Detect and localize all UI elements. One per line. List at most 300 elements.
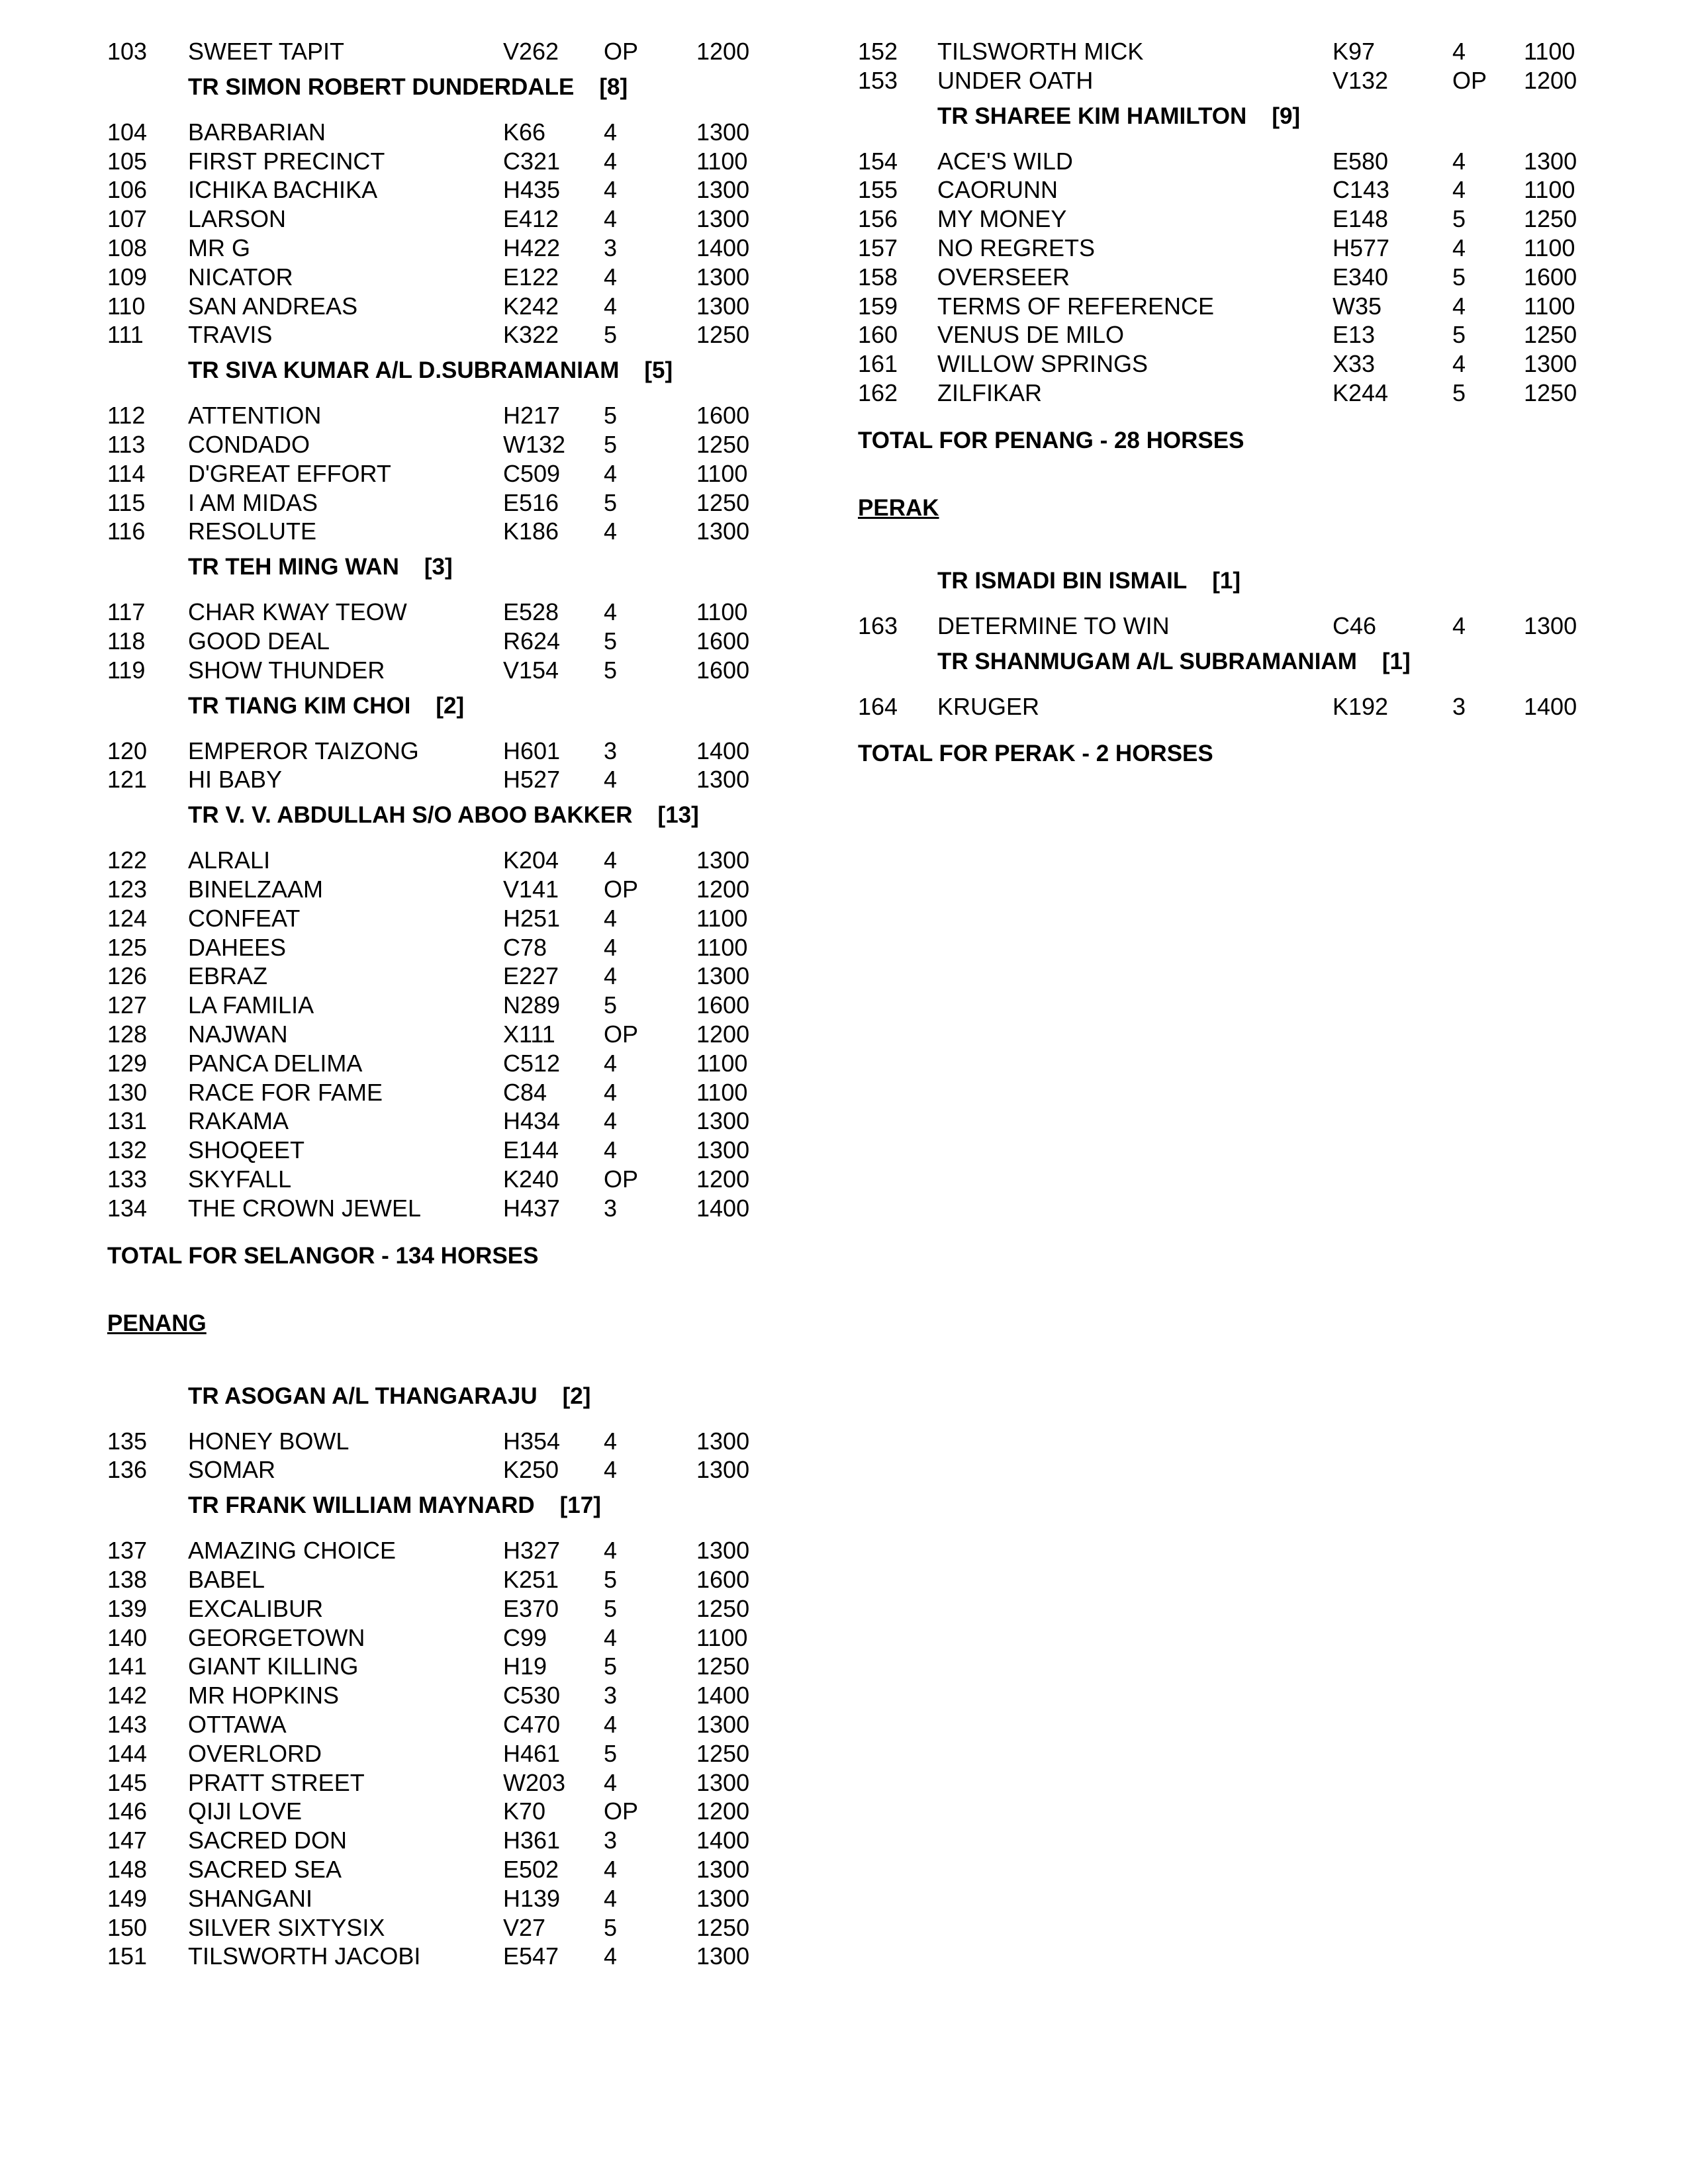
horse-age: 4: [1452, 350, 1466, 378]
entry-number: 152: [858, 38, 898, 65]
entry-row: [0, 1913, 1688, 1942]
horse-age: 4: [604, 1078, 618, 1106]
entry-number: 105: [107, 147, 148, 175]
horse-rating: 1600: [696, 991, 750, 1019]
brand-code: K250: [503, 1456, 559, 1484]
trainer-horse-count: [17]: [559, 1492, 601, 1519]
entry-number: 148: [107, 1856, 148, 1883]
entry-number: 142: [107, 1682, 148, 1709]
trainer-name: TR SHAREE KIM HAMILTON: [937, 103, 1247, 129]
brand-code: E122: [503, 263, 559, 291]
horse-age: 4: [604, 292, 618, 320]
horse-name: SKYFALL: [188, 1165, 292, 1193]
trainer-name: TR SIVA KUMAR A/L D.SUBRAMANIAM: [188, 357, 620, 384]
region-total: TOTAL FOR PERAK - 2 HORSES: [858, 741, 1213, 767]
brand-code: H527: [503, 766, 561, 794]
horse-rating: 1300: [1524, 612, 1577, 639]
brand-code: N289: [503, 991, 561, 1019]
horse-name: AMAZING CHOICE: [188, 1537, 397, 1565]
entry-number: 160: [858, 321, 898, 349]
entry-number: 151: [107, 1942, 148, 1970]
entry-row: [0, 175, 1688, 205]
horse-age: 4: [1452, 612, 1466, 639]
brand-code: W132: [503, 431, 566, 458]
entry-number: 157: [858, 234, 898, 261]
horse-age: 5: [1452, 379, 1466, 406]
horse-name: OVERLORD: [188, 1739, 322, 1767]
horse-age: 3: [604, 1827, 618, 1854]
brand-code: K322: [503, 321, 559, 349]
horse-rating: 1300: [696, 1856, 750, 1883]
horse-name: SOMAR: [188, 1456, 276, 1484]
trainer-name: TR TIANG KIM CHOI: [188, 692, 411, 719]
horse-name: EBRAZ: [188, 962, 268, 990]
horse-name: TILSWORTH MICK: [937, 38, 1144, 65]
brand-code: E547: [503, 1942, 559, 1970]
entry-row: [0, 1194, 1688, 1223]
horse-age: 4: [604, 147, 618, 175]
horse-name: GEORGETOWN: [188, 1623, 365, 1651]
horse-rating: 1200: [1524, 66, 1577, 94]
horse-name: SACRED DON: [188, 1827, 348, 1854]
entry-number: 136: [107, 1456, 148, 1484]
horse-age: 5: [604, 1739, 618, 1767]
brand-code: V262: [503, 38, 559, 65]
brand-code: H217: [503, 402, 561, 430]
entry-number: 132: [107, 1136, 148, 1164]
horse-name: D'GREAT EFFORT: [188, 459, 391, 487]
horse-rating: 1100: [696, 459, 748, 487]
horse-rating: 1300: [696, 766, 750, 794]
horse-name: EMPEROR TAIZONG: [188, 737, 419, 764]
horse-rating: 1600: [696, 402, 750, 430]
horse-age: 4: [604, 598, 618, 626]
brand-code: K70: [503, 1797, 546, 1825]
horse-rating: 1600: [696, 1566, 750, 1593]
entry-row: [0, 1623, 1688, 1653]
entry-row: [0, 933, 1688, 962]
horse-age: 5: [1452, 205, 1466, 233]
horse-name: OTTAWA: [188, 1711, 287, 1738]
brand-code: K251: [503, 1566, 559, 1593]
horse-age: 4: [604, 962, 618, 990]
horse-name: LA FAMILIA: [188, 991, 314, 1019]
entry-row: [0, 1594, 1688, 1623]
brand-code: C530: [503, 1682, 561, 1709]
entry-number: 120: [107, 737, 148, 764]
entry-row: [0, 875, 1688, 904]
horse-rating: 1250: [696, 1653, 750, 1680]
horse-age: 3: [604, 234, 618, 261]
horse-rating: 1250: [696, 488, 750, 516]
brand-code: K244: [1333, 379, 1389, 406]
trainer-horse-count: [13]: [657, 802, 699, 829]
entry-number: 123: [107, 876, 148, 903]
brand-code: H461: [503, 1739, 561, 1767]
entry-row: [0, 1107, 1688, 1136]
entry-row: [0, 1020, 1688, 1049]
region-heading: PENANG: [107, 1310, 207, 1336]
brand-code: E580: [1333, 147, 1389, 175]
brand-code: C78: [503, 933, 547, 961]
entry-number: 134: [107, 1194, 148, 1222]
horse-name: CAORUNN: [937, 176, 1058, 204]
brand-code: H354: [503, 1427, 561, 1455]
horse-name: EXCALIBUR: [188, 1594, 324, 1622]
brand-code: H139: [503, 1884, 561, 1912]
entry-number: 112: [107, 402, 146, 430]
horse-age: 4: [1452, 38, 1466, 65]
brand-code: E148: [1333, 205, 1389, 233]
horse-rating: 1300: [1524, 350, 1577, 378]
horse-name: SHOW THUNDER: [188, 656, 385, 684]
entry-number: 122: [107, 846, 148, 874]
entry-number: 141: [107, 1653, 148, 1680]
entry-number: 163: [858, 612, 898, 639]
horse-name: QIJI LOVE: [188, 1797, 303, 1825]
horse-name: ICHIKA BACHIKA: [188, 176, 378, 204]
horse-age: 5: [604, 1653, 618, 1680]
entry-row: [0, 292, 1688, 321]
horse-rating: 1300: [696, 1537, 750, 1565]
entry-number: 129: [107, 1049, 148, 1077]
brand-code: H251: [503, 904, 561, 932]
horse-rating: 1100: [1524, 38, 1575, 65]
entry-row: [0, 459, 1688, 488]
horse-rating: 1300: [696, 176, 750, 204]
horse-rating: 1250: [1524, 205, 1577, 233]
brand-code: V132: [1333, 66, 1389, 94]
entry-number: 117: [107, 598, 146, 626]
horse-age: OP: [604, 1797, 639, 1825]
entry-row: [0, 66, 1688, 95]
horse-age: OP: [604, 38, 639, 65]
horse-name: GOOD DEAL: [188, 627, 330, 655]
horse-age: 4: [604, 518, 618, 545]
horse-name: BABEL: [188, 1566, 265, 1593]
brand-code: H577: [1333, 234, 1390, 261]
horse-rating: 1300: [1524, 147, 1577, 175]
entry-number: 155: [858, 176, 898, 204]
entry-number: 145: [107, 1768, 148, 1796]
horse-age: OP: [604, 1021, 639, 1048]
entry-row: [0, 692, 1688, 721]
brand-code: K192: [1333, 692, 1389, 720]
horse-rating: 1300: [696, 263, 750, 291]
horse-rating: 1300: [696, 1427, 750, 1455]
trainer-heading: [188, 1491, 601, 1520]
horse-rating: 1200: [696, 876, 750, 903]
entry-row: [0, 612, 1688, 641]
brand-code: V154: [503, 656, 559, 684]
entry-row: [0, 656, 1688, 685]
horse-name: HONEY BOWL: [188, 1427, 350, 1455]
entry-row: [0, 488, 1688, 518]
entry-row: [0, 991, 1688, 1020]
brand-code: H19: [503, 1653, 547, 1680]
brand-code: R624: [503, 627, 561, 655]
entry-number: 107: [107, 205, 148, 233]
horse-age: 4: [604, 1856, 618, 1883]
entry-number: 137: [107, 1537, 148, 1565]
horse-age: 4: [1452, 176, 1466, 204]
entry-number: 126: [107, 962, 148, 990]
horse-age: 4: [604, 1049, 618, 1077]
brand-code: E516: [503, 488, 559, 516]
trainer-heading: [937, 647, 1411, 676]
horse-rating: 1250: [696, 1594, 750, 1622]
brand-code: E502: [503, 1856, 559, 1883]
trainer-name: TR ASOGAN A/L THANGARAJU: [188, 1383, 538, 1409]
entry-row: [0, 234, 1688, 263]
horse-name: RACE FOR FAME: [188, 1078, 383, 1106]
brand-code: H601: [503, 737, 561, 764]
horse-age: 4: [604, 1884, 618, 1912]
entry-row: [0, 1797, 1688, 1826]
horse-name: NAJWAN: [188, 1021, 288, 1048]
horse-rating: 1100: [1524, 176, 1575, 204]
horse-age: 5: [604, 991, 618, 1019]
brand-code: W203: [503, 1768, 566, 1796]
entry-row: [0, 1826, 1688, 1855]
horse-rating: 1300: [696, 1711, 750, 1738]
horse-age: 5: [604, 1594, 618, 1622]
horse-age: OP: [1452, 66, 1487, 94]
trainer-heading: [188, 801, 699, 830]
horse-age: 4: [604, 933, 618, 961]
entry-number: 143: [107, 1711, 148, 1738]
entry-row: [0, 37, 1688, 66]
trainer-horse-count: [1]: [1382, 648, 1411, 674]
entry-row: [0, 379, 1688, 408]
horse-name: I AM MIDAS: [188, 488, 318, 516]
horse-age: 5: [604, 627, 618, 655]
brand-code: W35: [1333, 292, 1382, 320]
entry-row: [0, 349, 1688, 379]
horse-age: 4: [604, 1942, 618, 1970]
horse-age: 4: [604, 1456, 618, 1484]
horse-rating: 1300: [696, 1456, 750, 1484]
entry-row: [0, 1855, 1688, 1884]
horse-age: 4: [604, 1768, 618, 1796]
entry-row: [0, 1884, 1688, 1913]
horse-rating: 1100: [696, 904, 748, 932]
brand-code: C509: [503, 459, 561, 487]
entry-row: [0, 1652, 1688, 1681]
horse-rating: 1400: [696, 1194, 750, 1222]
horse-rating: 1400: [696, 1827, 750, 1854]
horse-rating: 1100: [1524, 292, 1575, 320]
entry-number: 146: [107, 1797, 148, 1825]
horse-name: ACE'S WILD: [937, 147, 1073, 175]
brand-code: E13: [1333, 321, 1376, 349]
horse-age: 4: [604, 176, 618, 204]
entry-row: [0, 1455, 1688, 1484]
entry-number: 164: [858, 692, 898, 720]
entry-number: 150: [107, 1913, 148, 1941]
trainer-heading: [188, 553, 453, 582]
horse-name: NO REGRETS: [937, 234, 1096, 261]
entry-number: 149: [107, 1884, 148, 1912]
brand-code: E227: [503, 962, 559, 990]
trainer-name: TR ISMADI BIN ISMAIL: [937, 567, 1188, 594]
horse-rating: 1200: [696, 1165, 750, 1193]
horse-age: 4: [604, 459, 618, 487]
horse-name: RESOLUTE: [188, 518, 317, 545]
horse-name: DETERMINE TO WIN: [937, 612, 1170, 639]
brand-code: V27: [503, 1913, 546, 1941]
entry-row: [0, 517, 1688, 546]
horse-age: 5: [604, 321, 618, 349]
trainer-horse-count: [9]: [1272, 103, 1301, 129]
horse-name: SHANGANI: [188, 1884, 313, 1912]
horse-age: 5: [1452, 321, 1466, 349]
horse-rating: 1600: [1524, 263, 1577, 291]
horse-rating: 1100: [696, 147, 748, 175]
horse-rating: 1400: [1524, 692, 1577, 720]
horse-rating: 1300: [696, 205, 750, 233]
horse-rating: 1300: [696, 1942, 750, 1970]
entry-row: [0, 430, 1688, 459]
trainer-horse-count: [1]: [1212, 567, 1241, 594]
entry-number: 119: [107, 656, 146, 684]
entry-row: [0, 737, 1688, 766]
entry-row: [0, 147, 1688, 176]
brand-code: E340: [1333, 263, 1389, 291]
horse-rating: 1200: [696, 1797, 750, 1825]
horse-age: 3: [604, 1682, 618, 1709]
horse-age: 4: [604, 1136, 618, 1164]
horse-name: MR HOPKINS: [188, 1682, 340, 1709]
entry-number: 138: [107, 1566, 148, 1593]
brand-code: K97: [1333, 38, 1376, 65]
horse-name: SHOQEET: [188, 1136, 305, 1164]
entry-row: [0, 962, 1688, 991]
horse-rating: 1250: [696, 321, 750, 349]
horse-age: OP: [604, 876, 639, 903]
brand-code: E370: [503, 1594, 559, 1622]
horse-name: SACRED SEA: [188, 1856, 342, 1883]
entry-number: 116: [107, 518, 146, 545]
entry-row: [0, 263, 1688, 292]
horse-name: SILVER SIXTYSIX: [188, 1913, 385, 1941]
horse-name: TILSWORTH JACOBI: [188, 1942, 421, 1970]
brand-code: K204: [503, 846, 559, 874]
entry-number: 139: [107, 1594, 148, 1622]
horse-name: HI BABY: [188, 766, 283, 794]
horse-age: 4: [604, 904, 618, 932]
entry-row: [0, 1078, 1688, 1107]
horse-age: OP: [604, 1165, 639, 1193]
horse-rating: 1250: [696, 431, 750, 458]
brand-code: K66: [503, 118, 546, 146]
horse-name: SAN ANDREAS: [188, 292, 358, 320]
brand-code: X111: [503, 1021, 555, 1048]
entry-number: 106: [107, 176, 148, 204]
horse-name: ATTENTION: [188, 402, 322, 430]
horse-name: LARSON: [188, 205, 287, 233]
entry-number: 124: [107, 904, 148, 932]
horse-age: 4: [604, 846, 618, 874]
horse-rating: 1100: [696, 598, 748, 626]
horse-name: OVERSEER: [937, 263, 1070, 291]
brand-code: K186: [503, 518, 559, 545]
horse-name: WILLOW SPRINGS: [937, 350, 1149, 378]
entry-number: 104: [107, 118, 148, 146]
entry-row: [0, 904, 1688, 933]
horse-rating: 1250: [1524, 379, 1577, 406]
trainer-name: TR SIMON ROBERT DUNDERDALE: [188, 73, 575, 100]
brand-code: K242: [503, 292, 559, 320]
entry-row: [0, 1049, 1688, 1078]
entry-number: 110: [107, 292, 146, 320]
horse-rating: 1300: [696, 1768, 750, 1796]
horse-age: 4: [604, 1427, 618, 1455]
horse-age: 5: [604, 431, 618, 458]
horse-age: 3: [604, 737, 618, 764]
entry-number: 140: [107, 1623, 148, 1651]
horse-rating: 1100: [1524, 234, 1575, 261]
entry-number: 118: [107, 627, 146, 655]
horse-rating: 1300: [696, 518, 750, 545]
horse-name: SWEET TAPIT: [188, 38, 345, 65]
trainer-horse-count: [2]: [562, 1383, 591, 1409]
horse-age: 4: [1452, 234, 1466, 261]
entry-row: [0, 1536, 1688, 1565]
entry-row: [0, 765, 1688, 794]
horse-age: 4: [604, 205, 618, 233]
horse-age: 5: [604, 656, 618, 684]
entry-row: [0, 118, 1688, 147]
horse-name: MR G: [188, 234, 250, 261]
horse-rating: 1300: [696, 118, 750, 146]
entry-number: 103: [107, 38, 148, 65]
horse-rating: 1200: [696, 38, 750, 65]
horse-name: TRAVIS: [188, 321, 273, 349]
entry-number: 121: [107, 766, 148, 794]
horse-name: GIANT KILLING: [188, 1653, 359, 1680]
brand-code: C84: [503, 1078, 547, 1106]
brand-code: H437: [503, 1194, 561, 1222]
entry-number: 111: [107, 321, 144, 349]
horse-name: CONDADO: [188, 431, 310, 458]
horse-rating: 1600: [696, 627, 750, 655]
entry-number: 147: [107, 1827, 148, 1854]
horse-age: 5: [604, 1913, 618, 1941]
horse-age: 5: [604, 488, 618, 516]
entry-row: [0, 1165, 1688, 1194]
entry-number: 154: [858, 147, 898, 175]
brand-code: C99: [503, 1623, 547, 1651]
horse-rating: 1400: [696, 234, 750, 261]
trainer-horse-count: [8]: [599, 73, 628, 100]
entry-row: [0, 320, 1688, 349]
entry-number: 162: [858, 379, 898, 406]
entry-row: [0, 1565, 1688, 1594]
horse-name: RAKAMA: [188, 1107, 289, 1135]
horse-age: 5: [604, 1566, 618, 1593]
horse-age: 5: [1452, 263, 1466, 291]
region-total: TOTAL FOR SELANGOR - 134 HORSES: [107, 1242, 539, 1269]
horse-rating: 1100: [696, 1623, 748, 1651]
horse-name: PANCA DELIMA: [188, 1049, 363, 1077]
entry-number: 128: [107, 1021, 148, 1048]
region-total: TOTAL FOR PENANG - 28 HORSES: [858, 427, 1244, 453]
entry-row: [0, 1681, 1688, 1710]
horse-name: VENUS DE MILO: [937, 321, 1125, 349]
brand-code: C46: [1333, 612, 1377, 639]
horse-name: CHAR KWAY TEOW: [188, 598, 407, 626]
